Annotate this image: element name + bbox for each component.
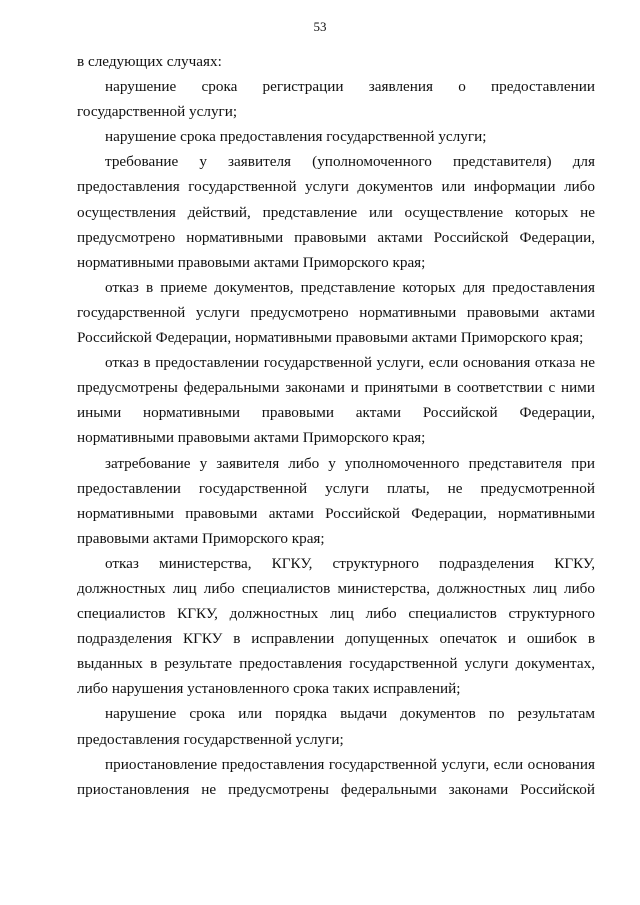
document-body bbox=[77, 49, 595, 802]
paragraph-service-suspension: приостановление предоставления государственной услуги, если основания приостановления не предусмотрены федеральными законами Российской bbox=[77, 755, 595, 798]
paragraph-service-refusal: отказ в предоставлении государственной услуги, если основания отказа не предусмотрены федеральными законами и принятыми в соответствии с ними иными нормативными правовыми актами Российской Федерации, нормативными правовыми актами Приморского края; bbox=[77, 354, 595, 447]
paragraph-error-correction-refusal: отказ министерства, КГКУ, структурного подразделения КГКУ, должностных лиц либо специалистов министерства, должностных лиц либо специалистов КГКУ, должностных лиц либо специалистов структурного подразделения КГКУ в исправлении допущенных опечаток и ошибок в выданных в результате предоставления государственной услуги документах, либо нарушения установленного срока таких исправлений; bbox=[77, 554, 595, 698]
paragraph-service-term-violation: нарушение срока предоставления государственной услуги; bbox=[105, 128, 487, 146]
paragraph-unlawful-fee-demand: затребование у заявителя либо у уполномоченного представителя при предоставлении государственной услуги платы, не предусмотренной нормативными правовыми актами Российской Федерации, нормативными правовыми актами Приморского края; bbox=[77, 454, 595, 547]
paragraph-intro: в следующих случаях: bbox=[77, 53, 222, 70]
paragraph-extra-documents-requirement: требование у заявителя (уполномоченного представителя) для предоставления государственной услуги документов или информации либо осуществления действий, представление или осуществление которых не предусмотрено нормативными правовыми актами Российской Федерации, нормативными правовыми актами Приморского края; bbox=[77, 153, 595, 271]
page-number: 53 bbox=[313, 19, 327, 34]
paragraph-document-acceptance-refusal: отказ в приеме документов, представление которых для предоставления государственной услуги предусмотрено нормативными правовыми актами Российской Федерации, нормативными правовыми актами Приморского края; bbox=[77, 278, 595, 347]
paragraph-document-issue-violation: нарушение срока или порядка выдачи документов по результатам предоставления государственной услуги; bbox=[77, 705, 595, 748]
paragraph-registration-term-violation: нарушение срока регистрации заявления о предоставлении государственной услуги; bbox=[77, 78, 595, 121]
